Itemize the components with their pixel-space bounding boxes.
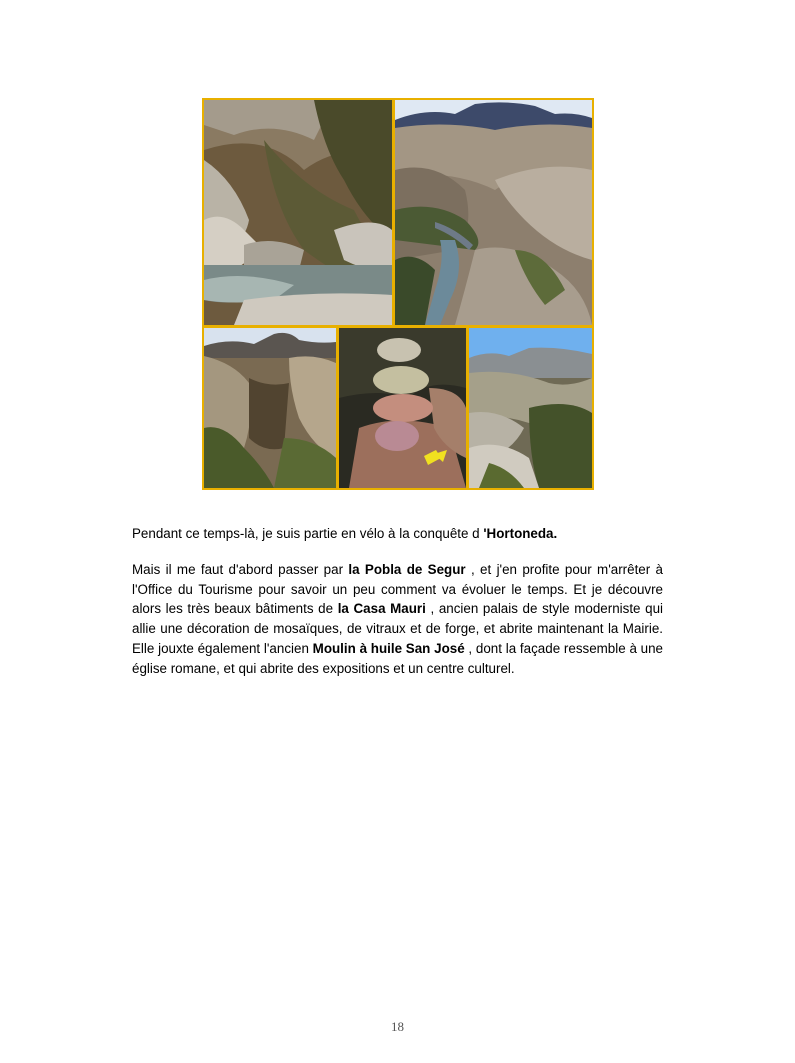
- para2-text-3: , ancien palais de style moderniste qui allie une décoration de mosaïques, de vitraux et de forge, et abrite maintenant la Mairie. Elle jouxte également l'ancien: [132, 601, 663, 656]
- para1-text: Pendant ce temps-là, je suis partie en vélo à la conquête d: [132, 526, 484, 541]
- river-rocks-photo: [204, 100, 392, 325]
- valley-photo: [469, 328, 592, 488]
- body-paragraph: [132, 560, 663, 678]
- page-number: 18: [391, 1019, 404, 1034]
- para2-text-1: Mais il me faut d'abord passer par: [132, 562, 349, 577]
- para2-text-2: , et j'en profite pour m'arrêter à l'Office du Tourisme pour savoir un peu comment va évoluer le temps. Et je découvre alors les très beaux bâtiments de: [132, 562, 663, 617]
- stacked-stones-photo: [339, 328, 466, 488]
- intro-paragraph: [132, 524, 663, 544]
- place-pobla-de-segur: la Pobla de Segur: [348, 562, 466, 577]
- photo-collage: [202, 98, 594, 490]
- place-hortoneda: 'Hortoneda.: [483, 526, 558, 541]
- canyon-road-photo: [395, 100, 592, 325]
- para2-text-4: , dont la façade ressemble à une église romane, et qui abrite des expositions et un centre culturel.: [132, 640, 664, 676]
- place-casa-mauri: la Casa Mauri: [337, 601, 426, 617]
- place-moulin-san-jose: Moulin à huile San José: [312, 640, 465, 656]
- gorge-photo: [204, 328, 336, 488]
